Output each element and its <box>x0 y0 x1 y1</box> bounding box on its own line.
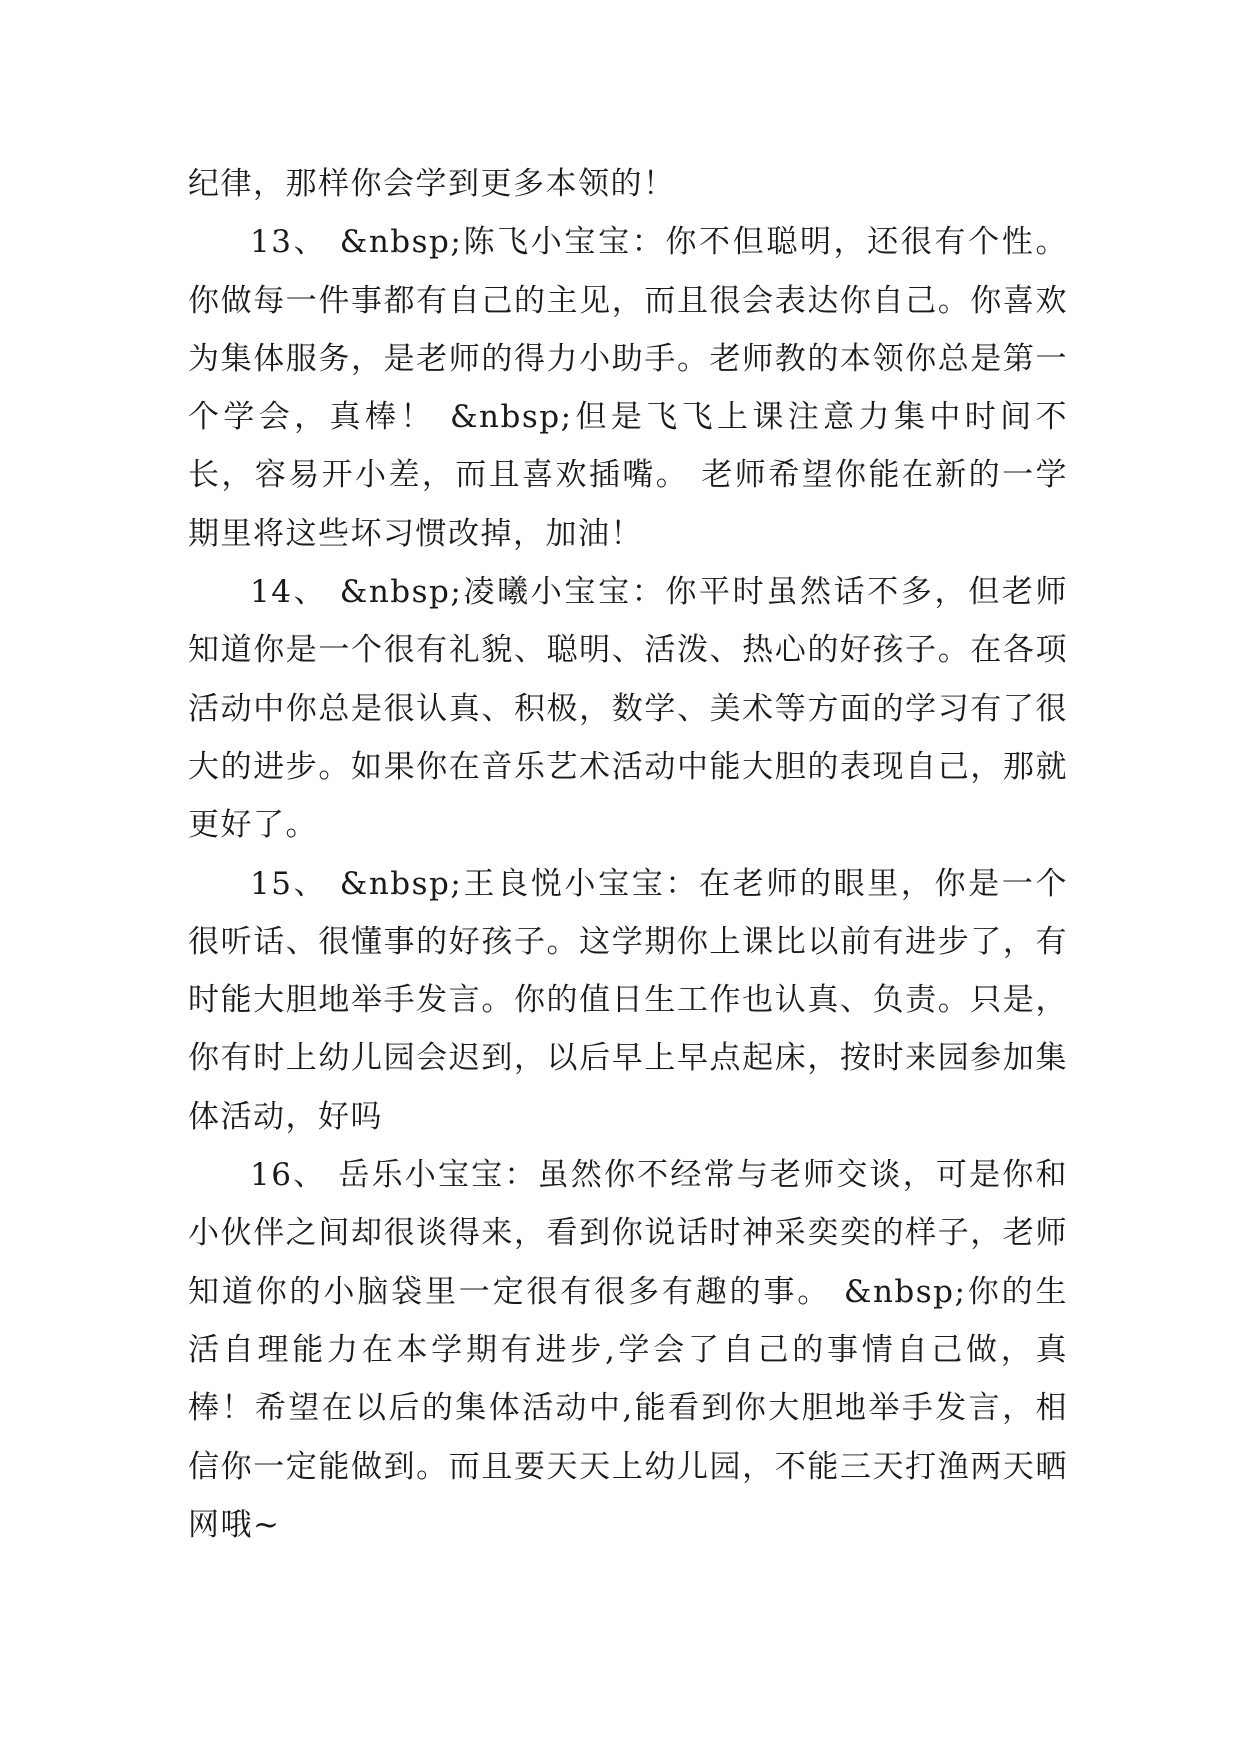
paragraph-comment-14: 14、 &nbsp;凌曦小宝宝：你平时虽然话不多，但老师知道你是一个很有礼貌、聪明、活泼、热心的好孩子。在各项活动中你总是很认真、积极，数学、美术等方面的学习有了很大的进步。如果你在音乐艺术活动中能大胆的表现自己，那就更好了。 <box>188 574 1068 844</box>
paragraph-comment-15: 15、 &nbsp;王良悦小宝宝：在老师的眼里，你是一个很听话、很懂事的好孩子。这学期你上课比以前有进步了，有时能大胆地举手发言。你的值日生工作也认真、负责。只是，你有时上幼儿园会迟到，以后早上早点起床，按时来园参加集体活动，好吗 <box>188 865 1068 1135</box>
document-body <box>188 155 1068 1554</box>
paragraph-comment-13: 13、 &nbsp;陈飞小宝宝：你不但聪明，还很有个性。你做每一件事都有自己的主见，而且很会表达你自己。你喜欢为集体服务，是老师的得力小助手。老师教的本领你总是第一个学会，真棒！ &nbsp;但是飞飞上课注意力集中时间不长，容易开小差，而且喜欢插嘴。 老师希望你能在新的一学期里将这些坏习惯改掉，加油！ <box>188 224 1068 552</box>
paragraph-comment-16: 16、 岳乐小宝宝：虽然你不经常与老师交谈，可是你和小伙伴之间却很谈得来，看到你说话时神采奕奕的样子，老师知道你的小脑袋里一定很有很多有趣的事。 &nbsp;你的生活自理能力在本学期有进步,学会了自己的事情自己做，真棒！希望在以后的集体活动中,能看到你大胆地举手发言，相信你一定能做到。而且要天天上幼儿园，不能三天打渔两天晒网哦~ <box>188 1157 1068 1543</box>
paragraph-continuation: 纪律，那样你会学到更多本领的！ <box>188 166 676 202</box>
